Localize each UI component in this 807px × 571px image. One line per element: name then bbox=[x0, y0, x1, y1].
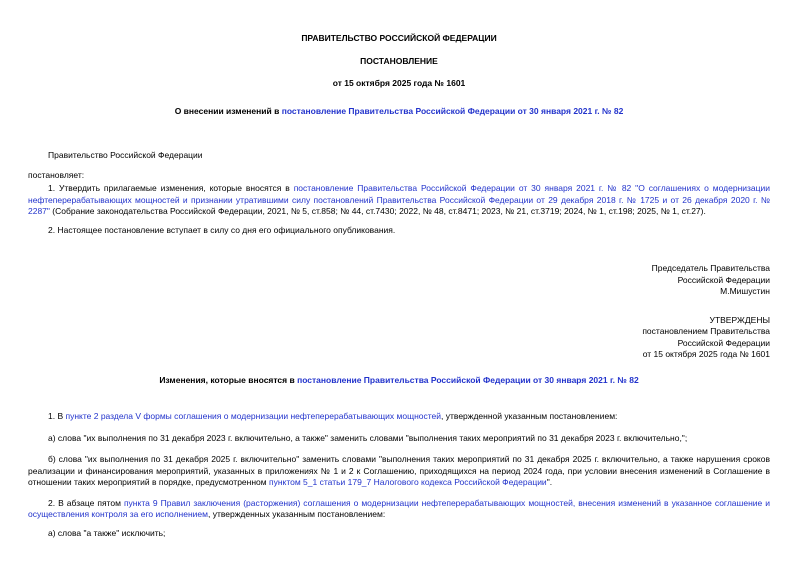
signature-name: М.Мишустин bbox=[720, 286, 770, 296]
change-paragraph-2-link[interactable]: пункта 9 Правил заключения (расторжения) соглашения о модернизации нефтеперерабатывающих мощностей, внесения изменений в указанное соглашение и осуществления контроля за его исполнением bbox=[28, 497, 771, 519]
change-paragraph-1-suffix: , утвержденной указанным постановлением: bbox=[441, 411, 618, 421]
changes-heading-text: Изменения, которые вносятся в bbox=[159, 374, 298, 385]
change-paragraph-1b-link[interactable]: пунктом 5_1 статьи 179_7 Налогового кодекса Российской Федерации bbox=[268, 477, 547, 487]
signature-position-line1: Председатель Правительства bbox=[651, 263, 770, 273]
document-title bbox=[28, 106, 770, 118]
changes-heading bbox=[28, 375, 770, 387]
change-paragraph-2 bbox=[28, 498, 770, 521]
preamble-item-2: 2. Настоящее постановление вступает в силу со дня его официального опубликования. bbox=[48, 224, 396, 235]
change-paragraph-2-suffix: , утвержденных указанным постановлением: bbox=[207, 509, 386, 519]
change-paragraph-1b-prefix: б) слова "их выполнения по 31 декабря 2025 г. включительно" заменить словами "выполнения таких мероприятий по 31 декабря 2025 г. включительно, а также нарушения сроков реализации и финансирования мероприятий, указанных в приложениях № 1 и 2 к Соглашению, приходящихся на период 2024 года, при условии внесения изменений в Соглашение в отношении таких мероприятий в порядке, предусмотренном bbox=[28, 454, 770, 487]
approval-by-line2: Российской Федерации bbox=[677, 337, 770, 348]
preamble-intro: Правительство Российской Федерации bbox=[48, 150, 203, 160]
preamble-item-1-prefix: 1. Утвердить прилагаемые изменения, которые вносятся в bbox=[48, 183, 294, 193]
header-doc-type: ПОСТАНОВЛЕНИЕ bbox=[360, 55, 438, 66]
header-organization: ПРАВИТЕЛЬСТВО РОССИЙСКОЙ ФЕДЕРАЦИИ bbox=[301, 33, 497, 43]
header-date-number: от 15 октября 2025 года № 1601 bbox=[332, 78, 466, 88]
preamble-item-1 bbox=[28, 183, 770, 218]
signature-position-line2: Российской Федерации bbox=[677, 274, 770, 285]
preamble-item-1-suffix: (Собрание законодательства Российской Федерации, 2021, № 5, ст.858; № 44, ст.7430; 2022, № 48, ст.8471; 2023, № 21, ст.3719; 2024, № 1, ст.198; 2025, № 1, ст.27). bbox=[49, 206, 706, 216]
change-paragraph-2a: а) слова "а также" исключить; bbox=[48, 527, 166, 538]
change-paragraph-1b-suffix: ". bbox=[546, 477, 553, 487]
signature-block bbox=[28, 263, 770, 298]
decree-word: постановляет: bbox=[28, 169, 85, 180]
document-title-link[interactable]: постановление Правительства Российской Федерации от 30 января 2021 г. № 82 bbox=[281, 105, 624, 116]
approval-date-number: от 15 октября 2025 года № 1601 bbox=[642, 349, 770, 359]
approval-block bbox=[28, 315, 770, 361]
change-paragraph-2-prefix: 2. В абзаце пятом bbox=[48, 497, 124, 508]
change-paragraph-1-link[interactable]: пункте 2 раздела V формы соглашения о модернизации нефтеперерабатывающих мощностей bbox=[65, 411, 442, 421]
change-paragraph-1 bbox=[28, 411, 770, 423]
change-paragraph-1b bbox=[28, 454, 770, 489]
changes-heading-link[interactable]: постановление Правительства Российской Федерации от 30 января 2021 г. № 82 bbox=[297, 374, 639, 385]
document-title-text: О внесении изменений в bbox=[174, 105, 282, 116]
change-paragraph-1-prefix: 1. В bbox=[48, 411, 66, 421]
approval-by-line1: постановлением Правительства bbox=[642, 326, 770, 336]
approval-stamp: УТВЕРЖДЕНЫ bbox=[709, 314, 770, 325]
change-paragraph-1a: а) слова "их выполнения по 31 декабря 2023 г. включительно, а также" заменить словами "выполнения таких мероприятий по 31 декабря 2023 г. включительно,"; bbox=[48, 432, 688, 443]
preamble-item-1-link[interactable]: постановление Правительства Российской Федерации от 30 января 2021 г. № 82 "О соглашениях о модернизации нефтеперерабатывающих мощностей и признании утратившими силу постановлений Правительства Российской Федерации от 29 декабря 2018 г. № 1725 и от 26 декабря 2020 г. № 2287" bbox=[28, 183, 770, 216]
